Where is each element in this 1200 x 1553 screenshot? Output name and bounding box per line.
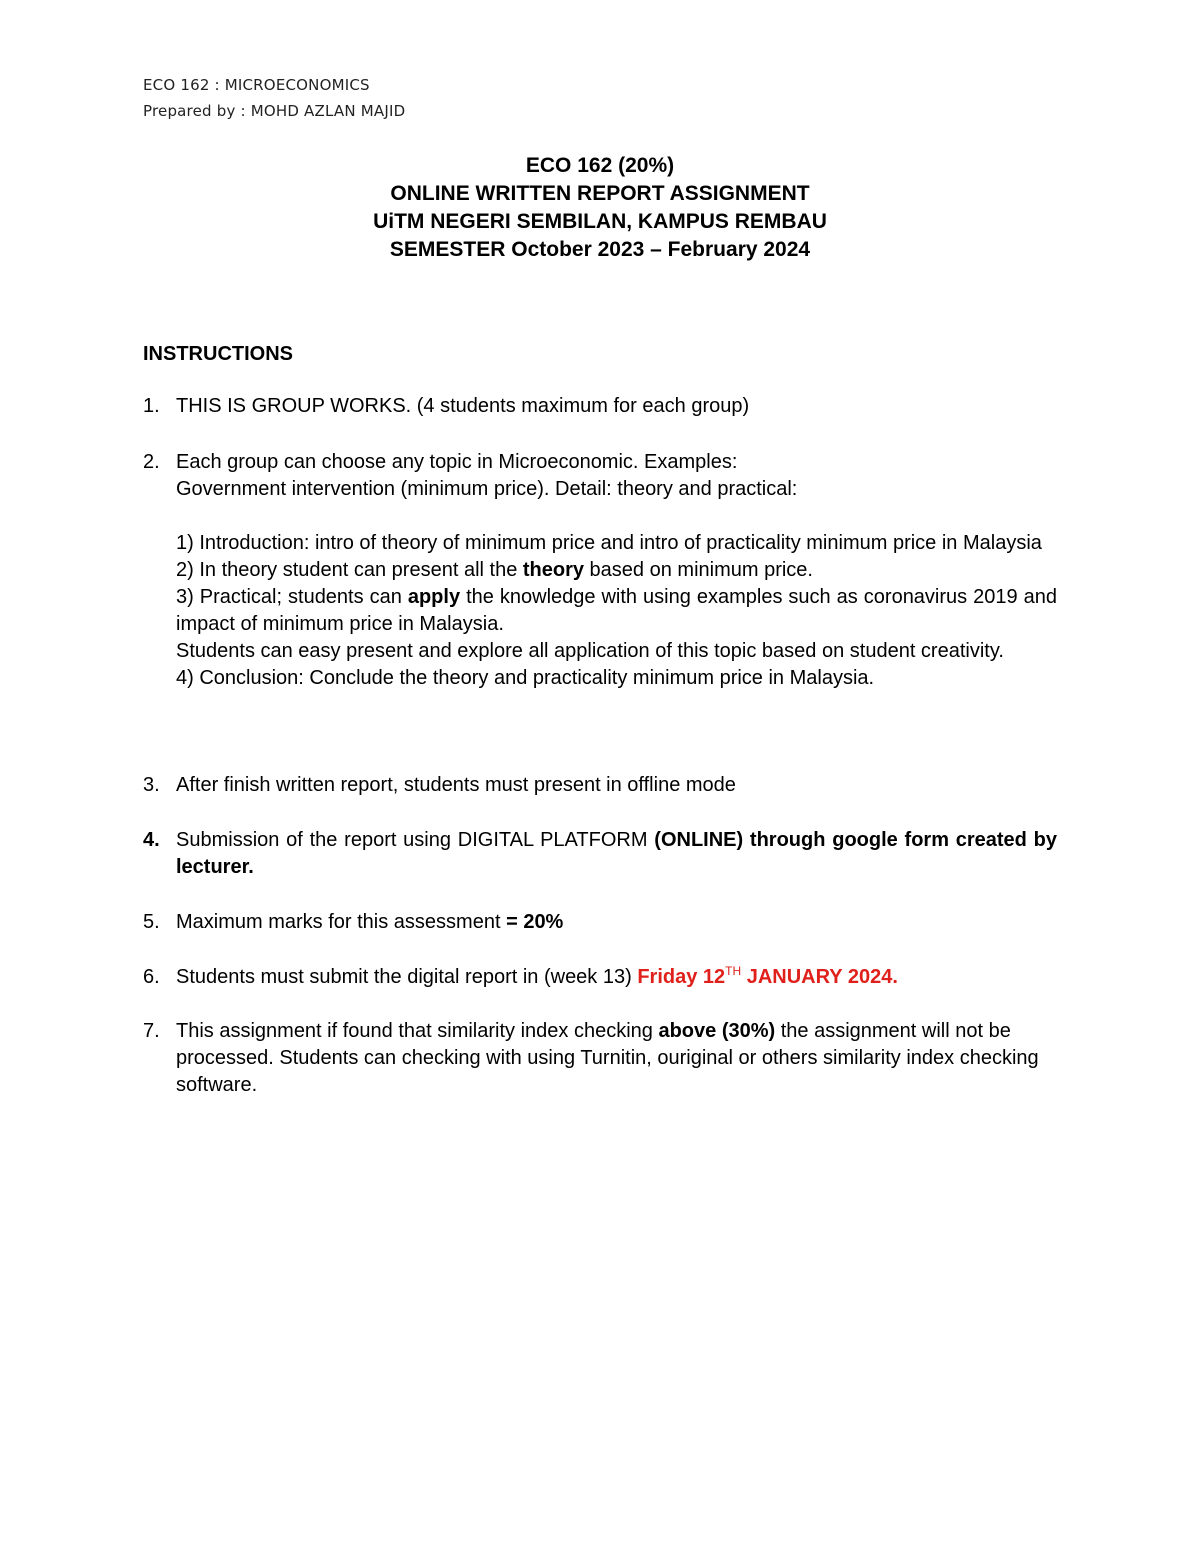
item-number: 3.	[143, 774, 160, 796]
instruction-item-2	[143, 449, 1057, 692]
instruction-item-3	[143, 772, 1057, 799]
sub-bold-text: apply	[407, 586, 461, 608]
deadline-month-year: JANUARY 2024.	[741, 966, 898, 988]
sub-point-practical	[176, 584, 1057, 638]
item-text-bold: (ONLINE) through google form created by lecturer.	[176, 829, 1058, 878]
header-course: ECO 162 : MICROECONOMICS	[143, 76, 370, 94]
item-text-plain: This assignment if found that similarity index checking	[176, 1020, 659, 1042]
sub-bold-text: theory	[522, 559, 584, 581]
item-text	[176, 1018, 1057, 1099]
title-line-4: SEMESTER October 2023 – February 2024	[389, 238, 811, 261]
item-text-plain: the assignment will not be processed. Students can checking with using Turnitin, ouriginal or others similarity index checking software.	[176, 1020, 1039, 1096]
title-line-1: ECO 162 (20%)	[525, 154, 675, 177]
item-text-plain: Students must submit the digital report in (week 13)	[176, 966, 638, 988]
title-line-2: ONLINE WRITTEN REPORT ASSIGNMENT	[390, 182, 810, 205]
item-number: 7.	[143, 1020, 160, 1042]
item-text: After finish written report, students must present in offline mode	[176, 774, 736, 796]
item-text-line-2: Government intervention (minimum price). Detail: theory and practical:	[176, 478, 798, 500]
item-text	[176, 964, 1057, 991]
item-text-plain: Submission of the report using DIGITAL PLATFORM	[176, 829, 655, 851]
sub-text: the knowledge with using examples such as coronavirus 2019 and impact of minimum price in Malaysia.	[176, 586, 1058, 635]
document-title	[143, 152, 1057, 264]
instruction-item-4	[143, 827, 1057, 881]
item-text-bold: = 20%	[506, 911, 564, 933]
title-line-3: UiTM NEGERI SEMBILAN, KAMPUS REMBAU	[373, 210, 827, 233]
item-number: 2.	[143, 451, 160, 473]
item-text	[176, 909, 1057, 936]
instruction-item-6	[143, 964, 1057, 991]
item-number: 5.	[143, 911, 160, 933]
sub-point-conclusion: 4) Conclusion: Conclude the theory and practicality minimum price in Malaysia.	[176, 667, 875, 689]
item-text	[176, 827, 1057, 881]
item-text-line-1: Each group can choose any topic in Microeconomic. Examples:	[176, 451, 738, 473]
deadline-date	[637, 966, 898, 988]
item-number: 1.	[143, 395, 160, 417]
header-prepared-by: Prepared by : MOHD AZLAN MAJID	[143, 102, 406, 120]
sub-text: 2) In theory student can present all the	[176, 559, 523, 581]
sub-point-creativity: Students can easy present and explore all application of this topic based on student creativity.	[176, 640, 1004, 662]
item-number: 4.	[143, 829, 160, 851]
instruction-item-1	[143, 393, 1057, 420]
sub-point-theory	[176, 557, 1057, 584]
instructions-heading: INSTRUCTIONS	[143, 343, 293, 365]
sub-text: based on minimum price.	[584, 559, 813, 581]
deadline-ordinal: TH	[725, 964, 742, 978]
item-number: 6.	[143, 966, 160, 988]
sub-point-introduction: 1) Introduction: intro of theory of minimum price and intro of practicality minimum price in Malaysia	[176, 532, 1042, 554]
instruction-item-5	[143, 909, 1057, 936]
item-text-plain: Maximum marks for this assessment	[176, 911, 507, 933]
instruction-item-7	[143, 1018, 1057, 1099]
item-text-bold: above (30%)	[658, 1020, 776, 1042]
deadline-day: Friday 12	[637, 966, 726, 988]
sub-text: 3) Practical; students can	[176, 586, 408, 608]
item-text: THIS IS GROUP WORKS. (4 students maximum for each group)	[176, 395, 750, 417]
